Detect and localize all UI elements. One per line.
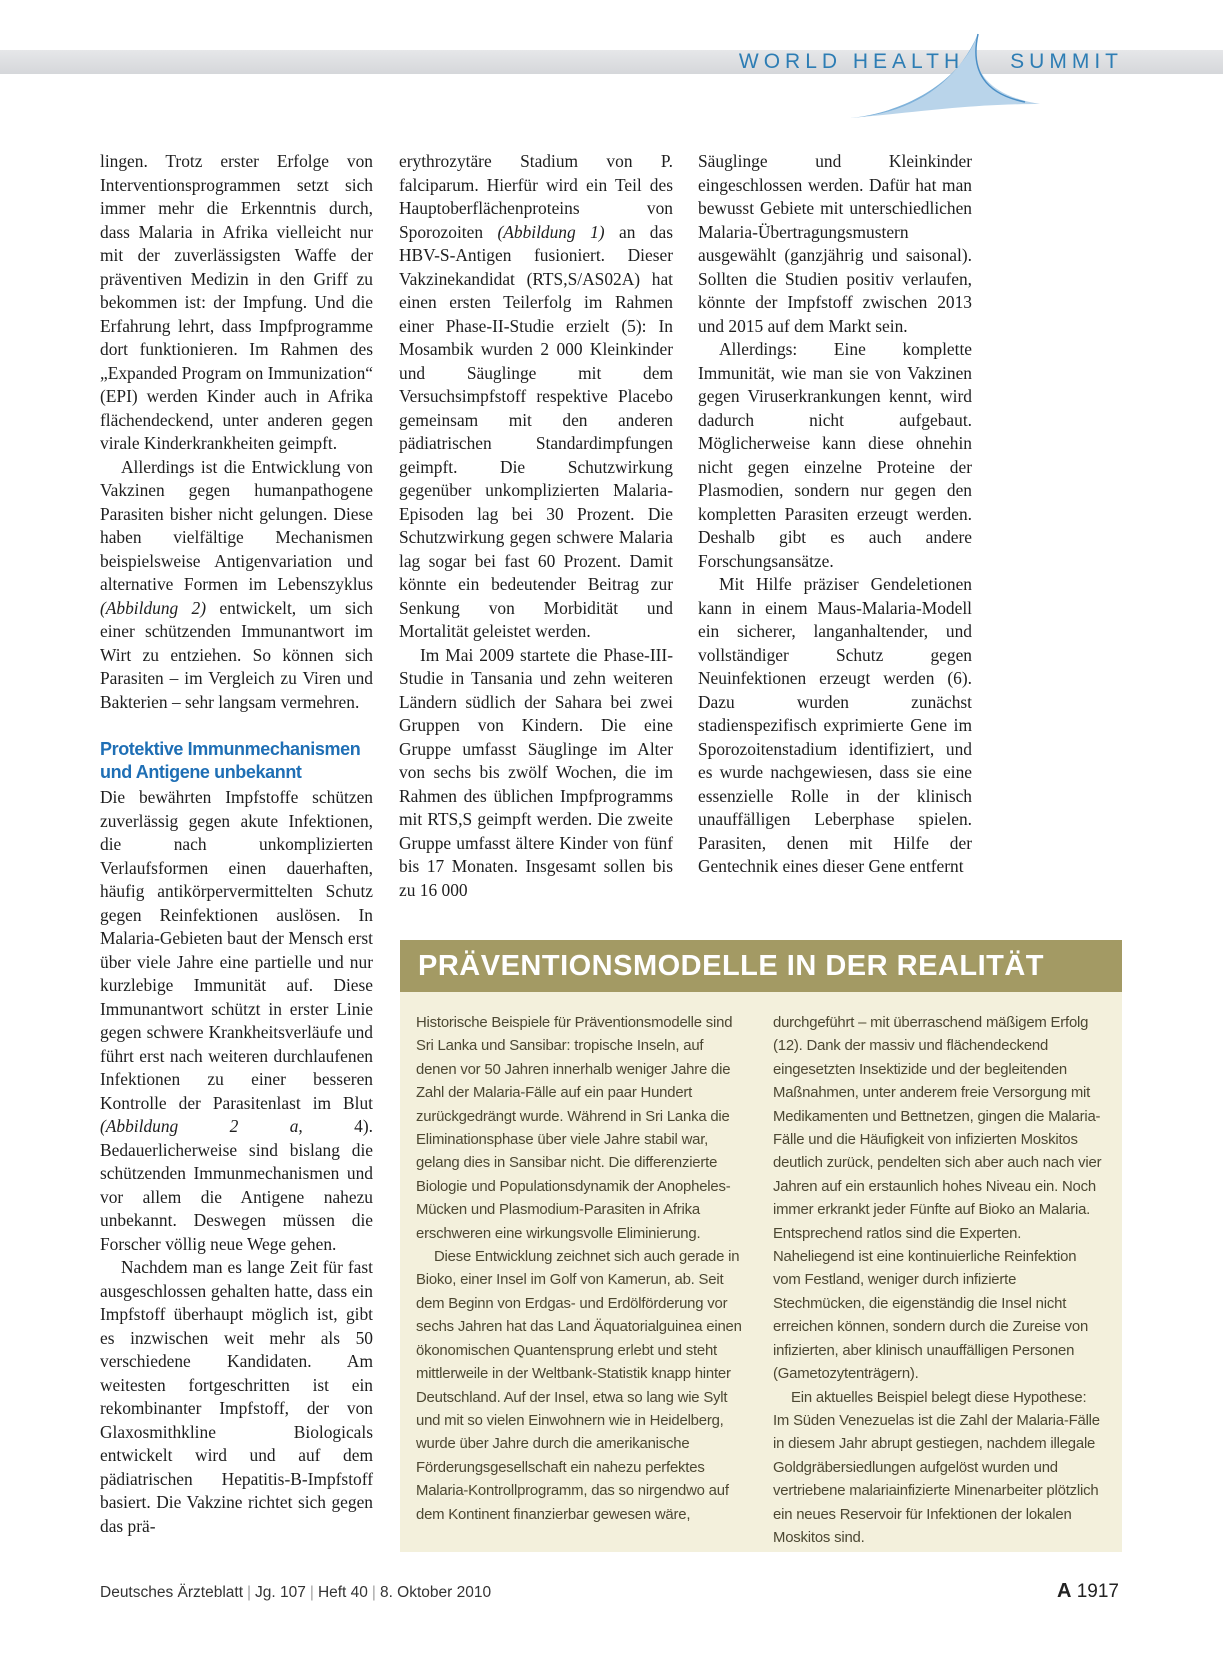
- article-column-1: [100, 150, 373, 1538]
- paragraph: Säuglinge und Kleinkinder eingeschlossen werden. Dafür hat man bewusst Gebiete mit unterschiedlichen Malaria-Übertragungsmustern ausgewählt (ganzjährig und saisonal). Sollten die Studien positiv verlaufen, könnte der Impfstoff zwischen 2013 und 2015 auf dem Markt sein.: [698, 151, 972, 336]
- journal-name: Deutsches Ärzteblatt: [100, 1584, 244, 1601]
- footer-citation: Deutsches Ärzteblatt | Jg. 107 | Heft 40 | 8. Oktober 2010: [100, 1584, 492, 1601]
- world-health-summit-logo-swoosh: [850, 26, 1040, 126]
- figure-reference: (Abbildung 1): [497, 221, 605, 242]
- paragraph: Historische Beispiele für Präventionsmodelle sind Sri Lanka und Sansibar: tropische Inseln, auf denen vor 50 Jahren innerhalb weniger Jahre die Zahl der Malaria-Fälle auf ein paar Hundert zurückgedrängt wurde. Während in Sri Lanka die Eliminationsphase über viele Jahre stabil war, gelang dies in Sansibar nicht. Die differenzierte Biologie und Populationsdynamik der Anopheles-Mücken und Plasmodium-Parasiten in Afrika erschweren eine wirkungsvolle Eliminierung.: [416, 1015, 733, 1242]
- paragraph: lingen. Trotz erster Erfolge von Interventionsprogrammen setzt sich immer mehr die Erkenntnis durch, dass Malaria in Afrika vielleicht nur mit der zuverlässigsten Waffe der präventiven Medizin in den Griff zu bekommen ist: der Impfung. Und die Erfahrung lehrt, dass Impfprogramme dort funktionieren. Im Rahmen des „Expanded Program on Immunization“ (EPI) werden Kinder auch in Afrika flächendeckend, unter anderen gegen virale Kinderkrankheiten geimpft.: [100, 151, 373, 453]
- page-number-value: 1917: [1076, 1581, 1119, 1602]
- paragraph: Allerdings ist die Entwicklung von Vakzinen gegen humanpathogene Parasiten bisher nicht gelungen. Diese haben vielfältige Mechanismen beispielsweise Antigenvariation und alternative Formen im Lebenszyklus (Abbildung 2) entwickelt, um sich einer schützenden Immunantwort im Wirt zu entziehen. So können sich Parasiten – im Vergleich zu Viren und Bakterien – sehr langsam vermehren.: [100, 456, 373, 712]
- figure-reference: (Abbildung 2): [100, 597, 207, 618]
- article-column-3: [698, 150, 972, 879]
- paragraph: durchgeführt – mit überraschend mäßigem Erfolg (12). Dank der massiv und flächendeckend eingesetzten Insektizide und der begleitenden Maßnahmen, unter anderem freie Versorgung mit Medikamenten und Bettnetzen, gingen die Malaria-Fälle und die Häufigkeit von infizierten Moskitos deutlich zurück, pendelten sich aber auch nach vier Jahren auf ein erstaunlich hohes Niveau ein. Noch immer erkrankt jeder Fünfte auf Bioko an Malaria. Entsprechend ratlos sind die Experten. Naheliegend ist eine kontinuierliche Reinfektion vom Festland, weniger durch infizierte Stechmücken, die eigenständig die Insel nicht erreichen können, sondern durch die Zureise von infizierten, aber klinisch unauffälligen Personen (Gametozytenträgern).: [773, 1015, 1102, 1383]
- section-heading: Protektive Immunmechanismen und Antigene unbekannt: [100, 739, 361, 782]
- paragraph: Mit Hilfe präziser Gendeletionen kann in einem Maus-Malaria-Modell ein sicherer, langanhaltender, und vollständiger Schutz gegen Neuinfektionen erzeugt werden (6). Dazu wurden zunächst stadienspezifisch exprimierte Gene im Sporozoitenstadium identifiziert, und es wurde nachgewiesen, dass sie eine essenzielle Rolle in der klinisch unauffälligen Leberphase spielen. Parasiten, denen mit Hilfe der Gentechnik eines dieser Gene entfernt: [698, 574, 972, 876]
- info-box-column-2: [773, 1012, 1103, 1550]
- date: 8. Oktober 2010: [379, 1584, 492, 1601]
- info-box: [400, 940, 1122, 1552]
- paragraph: Diese Entwicklung zeichnet sich auch gerade in Bioko, einer Insel im Golf von Kamerun, ab. Seit dem Beginn von Erdgas- und Erdölförderung vor sechs Jahren hat das Land Äquatorialguinea einen ökonomischen Quantensprung erlebt und steht mittlerweile in der Weltbank-Statistik knapp hinter Deutschland. Auf der Insel, etwa so lang wie Sylt und mit so vielen Einwohnern wie in Heidelberg, wurde über Jahre durch die amerikanische Förderungsgesellschaft ein nahezu perfektes Malaria-Kontrollprogramm, das so nirgendwo auf dem Kontinent finanzierbar gewesen wäre,: [416, 1249, 742, 1523]
- paragraph: Die bewährten Impfstoffe schützen zuverlässig gegen akute Infektionen, die nach unkomplizierten Verlaufsformen einen dauerhaften, häufig antikörpervermittelten Schutz gegen Reinfektionen auslösen. In Malaria-Gebieten baut der Mensch erst über viele Jahre eine partielle und nur kurzlebige Immunität auf. Diese Immunantwort schützt in erster Linie gegen schwere Krankheitsverläufe und führt erst nach weiteren durchlaufenen Infektionen zu einer besseren Kontrolle der Parasitenlast im Blut (Abbildung 2 a, 4). Bedauerlicherweise sind bislang die schützenden Immunmechanismen und vor allem die Antigene nahezu unbekannt. Deswegen müssen die Forscher völlig neue Wege gehen.: [100, 787, 373, 1254]
- brand-right: SUMMIT: [1010, 50, 1123, 73]
- brand-left: WORLD HEALTH: [738, 50, 965, 73]
- issue: Heft 40: [317, 1584, 368, 1601]
- paragraph: Allerdings: Eine komplette Immunität, wie man sie von Vakzinen gegen Viruserkrankungen kennt, wird dadurch nicht aufgebaut. Möglicherweise kann diese ohnehin nicht gegen einzelne Proteine der Plasmodien, sondern nur gegen den kompletten Parasiten erzeugt werden. Deshalb gibt es auch andere Forschungsansätze.: [698, 339, 972, 571]
- world-health-summit-wordmark: [739, 49, 1123, 75]
- paragraph: erythrozytäre Stadium von P. falciparum. Hierfür wird ein Teil des Hauptoberflächenproteins von Sporozoiten (Abbildung 1) an das HBV-S-Antigen fusioniert. Dieser Vakzinekandidat (RTS,S/AS02A) hat einen ersten Teilerfolg im Rahmen einer Phase-II-Studie erzielt (5): In Mosambik wurden 2 000 Kleinkinder und Säuglinge mit dem Versuchsimpfstoff respektive Placebo gemeinsam mit den anderen pädiatrischen Standardimpfungen geimpft. Die Schutzwirkung gegenüber unkomplizierten Malaria-Episoden lag bei 30 Prozent. Die Schutzwirkung gegen schwere Malaria lag sogar bei fast 60 Prozent. Damit könnte ein bedeutender Beitrag zur Senkung von Morbidität und Mortalität geleistet werden.: [399, 151, 673, 641]
- paragraph: Im Mai 2009 startete die Phase-III-Studie in Tansania und zehn weiteren Ländern südlich der Sahara bei zwei Gruppen von Kindern. Die eine Gruppe umfasst Säuglinge im Alter von sechs bis zwölf Wochen, die im Rahmen des üblichen Impfprogramms mit RTS,S geimpft werden. Die zweite Gruppe umfasst ältere Kinder von fünf bis 17 Monaten. Insgesamt sollen bis zu 16 000: [399, 644, 673, 900]
- page-number: [1057, 1580, 1119, 1603]
- volume: Jg. 107: [255, 1584, 306, 1601]
- paragraph: Ein aktuelles Beispiel belegt diese Hypothese: Im Süden Venezuelas ist die Zahl der Malaria-Fälle in diesem Jahr abrupt gestiegen, nachdem illegale Goldgräbersiedlungen aufgelöst wurden und vertriebene malariainfizierte Minenarbeiter plötzlich ein neues Reservoir für Infektionen der lokalen Moskitos sind.: [773, 1389, 1100, 1546]
- info-box-title: PRÄVENTIONSMODELLE IN DER REALITÄT: [400, 940, 1122, 992]
- article-column-2: [399, 150, 673, 902]
- figure-reference: (Abbildung 2 a,: [100, 1116, 303, 1136]
- paragraph: Nachdem man es lange Zeit für fast ausgeschlossen gehalten hatte, dass ein Impfstoff überhaupt möglich ist, gibt es inzwischen weit mehr als 50 verschiedene Kandidaten. Am weitesten fortgeschritten ist ein rekombinanter Impfstoff, der von Glaxosmithkline Biologicals entwickelt wird und auf dem pädiatrischen Hepatitis-B-Impfstoff basiert. Die Vakzine richtet sich gegen das prä-: [100, 1257, 373, 1536]
- page-prefix: A: [1056, 1580, 1072, 1602]
- info-box-column-1: [416, 1012, 746, 1527]
